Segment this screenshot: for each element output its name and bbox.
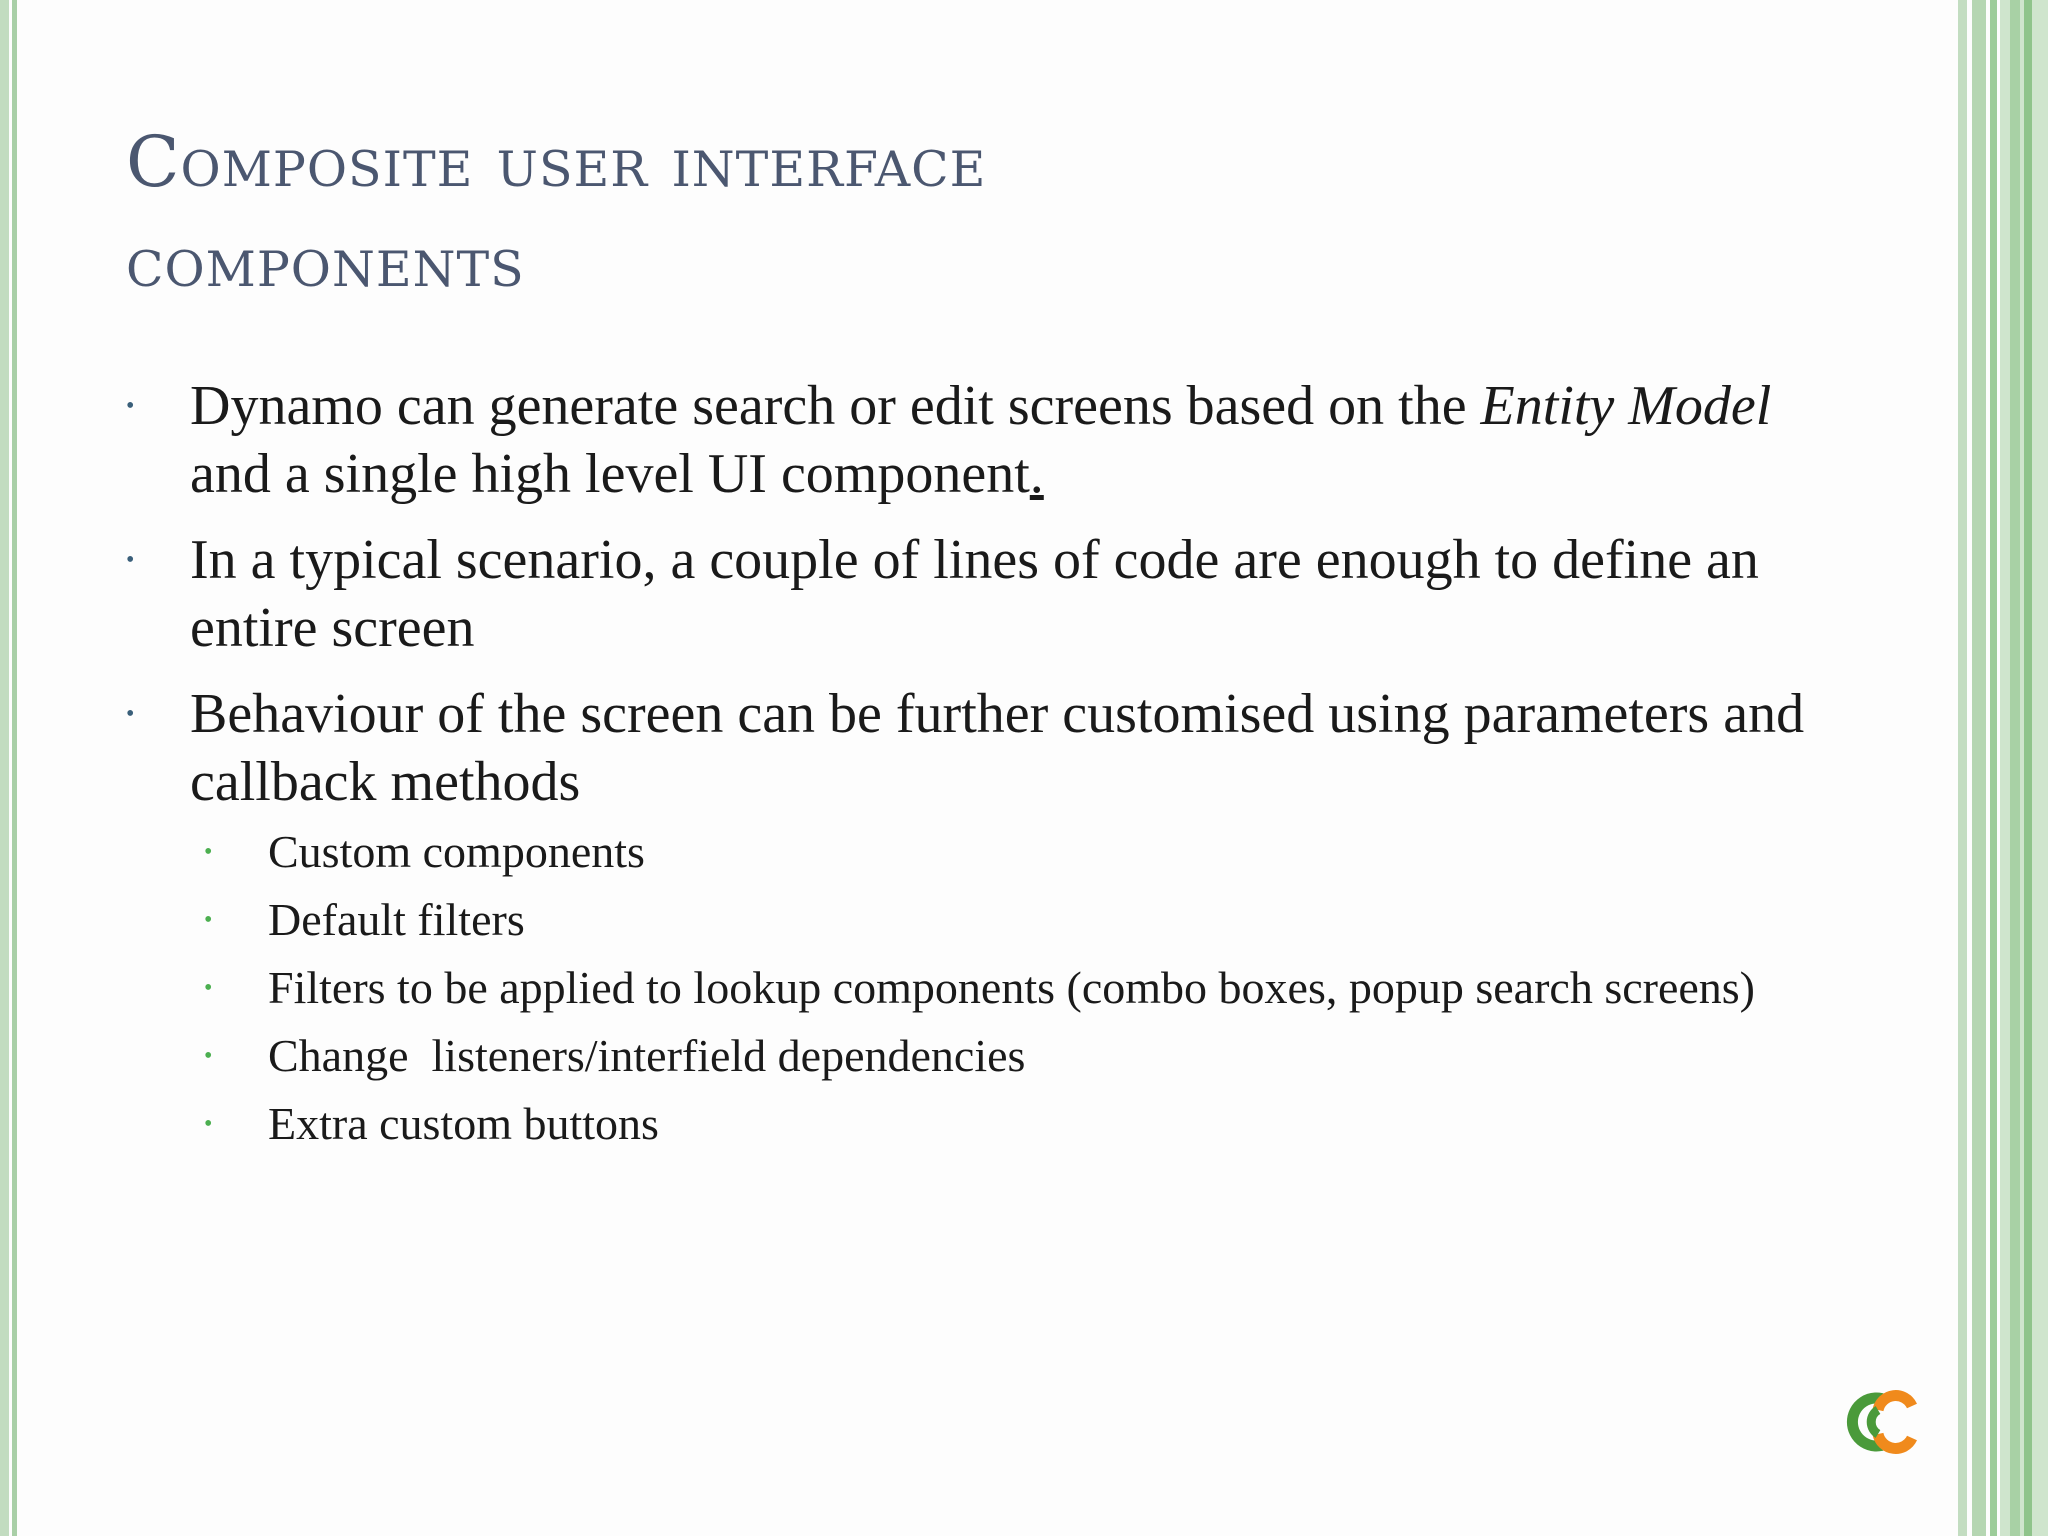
sub-bullet-item-4 bbox=[126, 1028, 1806, 1084]
right-decorative-stripe-1 bbox=[1958, 0, 1967, 1536]
sub-bullet-text: Extra custom buttons bbox=[268, 1098, 659, 1149]
bullet-underlined-period: . bbox=[1029, 443, 1044, 505]
sub-bullet-item-3 bbox=[126, 960, 1806, 1016]
right-decorative-stripe-5 bbox=[2010, 0, 2020, 1536]
sub-bullet-dot: • bbox=[204, 1111, 213, 1137]
interlinked-rings-logo-icon bbox=[1842, 1388, 1938, 1456]
left-decorative-stripe bbox=[0, 0, 9, 1536]
sub-bullet-dot: • bbox=[204, 975, 213, 1001]
sub-bullet-dot: • bbox=[204, 907, 213, 933]
bullet-item-3 bbox=[126, 680, 1806, 1152]
sub-bullet-text: Custom components bbox=[268, 826, 645, 877]
sub-bullet-text: Change listeners/interfield dependencies bbox=[268, 1030, 1026, 1081]
sub-bullet-list bbox=[190, 824, 1806, 1152]
title-line-1: Composite user interface bbox=[126, 121, 987, 203]
bullet-item-2 bbox=[126, 526, 1806, 662]
right-decorative-stripe-2 bbox=[1972, 0, 1986, 1536]
sub-bullet-item-2 bbox=[126, 892, 1806, 948]
bullet-text: In a typical scenario, a couple of lines of code are enough to define an entire screen bbox=[190, 529, 1759, 659]
bullet-list bbox=[126, 372, 1806, 1170]
bullet-text: Dynamo can generate search or edit screens based on the bbox=[190, 375, 1481, 437]
left-decorative-stripe-inner bbox=[12, 0, 17, 1536]
right-decorative-stripe-3 bbox=[1990, 0, 1997, 1536]
bullet-text: Behaviour of the screen can be further customised using parameters and callback methods bbox=[190, 683, 1805, 813]
bullet-text-continued: and a single high level UI component bbox=[190, 443, 1030, 505]
right-decorative-stripe-6 bbox=[2024, 0, 2032, 1536]
slide-title bbox=[126, 112, 1526, 312]
sub-bullet-item-5 bbox=[126, 1096, 1806, 1152]
sub-bullet-dot: • bbox=[204, 1043, 213, 1069]
title-line-2: components bbox=[126, 221, 525, 303]
sub-bullet-text: Filters to be applied to lookup components (combo boxes, popup search screens) bbox=[268, 962, 1756, 1013]
bullet-dot: • bbox=[126, 701, 135, 727]
bullet-dot: • bbox=[126, 547, 135, 573]
bullet-italic-text: Entity Model bbox=[1480, 375, 1772, 437]
sub-bullet-dot: • bbox=[204, 839, 213, 865]
bullet-dot: • bbox=[126, 393, 135, 419]
sub-bullet-text: Default filters bbox=[268, 894, 525, 945]
sub-bullet-item-1 bbox=[126, 824, 1806, 880]
bullet-item-1 bbox=[126, 372, 1806, 508]
